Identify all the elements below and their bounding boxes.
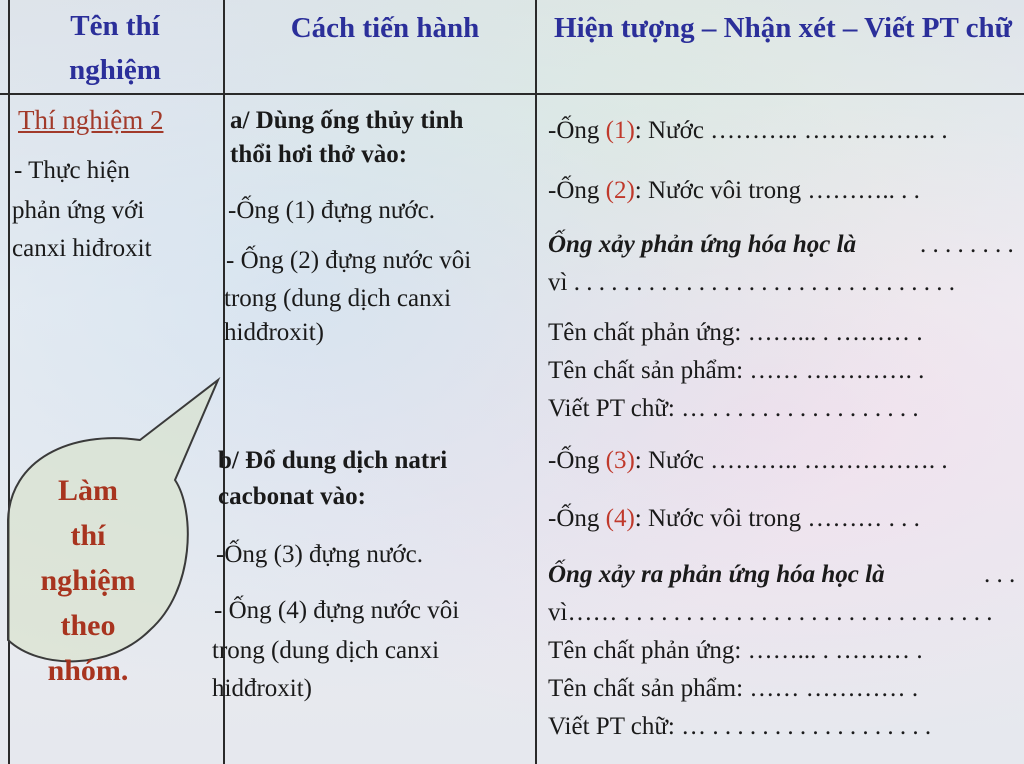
reaction-question-a: Ống xảy phản ứng hóa học là bbox=[548, 231, 857, 258]
part-b-line-3: trong (dung dịch canxi bbox=[212, 637, 440, 664]
equation-line-a: Viết PT chữ: … . . . . . . . . . . . . . . . . . bbox=[548, 395, 919, 422]
header-divider bbox=[0, 93, 1024, 95]
col1-line-2: phản ứng với bbox=[12, 197, 145, 224]
part-a-line-2: - Ống (2) đựng nước vôi bbox=[226, 247, 472, 274]
equation-line-b: Viết PT chữ: … . . . . . . . . . . . . . . . . . . bbox=[548, 713, 932, 740]
products-line-a: Tên chất sản phẩm: …… …………. . bbox=[548, 357, 925, 384]
because-line-a: vì . . . . . . . . . . . . . . . . . . . . . . . . . . . . . . . bbox=[548, 269, 955, 296]
part-a-line-3: trong (dung dịch canxi bbox=[224, 285, 452, 312]
tube-3-observation: -Ống (3): Nước ……….. ……………. . bbox=[548, 447, 948, 474]
because-line-b: vì…… . . . . . . . . . . . . . . . . . . . . . . . . . . . . . . bbox=[548, 599, 993, 626]
bubble-text bbox=[0, 468, 176, 693]
tube-2-observation: -Ống (2): Nước vôi trong ……….. . . bbox=[548, 177, 920, 204]
reaction-dots-a: . . . . . . . . bbox=[920, 231, 1014, 258]
bubble-line-4: theo bbox=[60, 609, 116, 642]
col1-line-3: canxi hiđroxit bbox=[12, 235, 152, 262]
reaction-question-b: Ống xảy ra phản ứng hóa học là bbox=[548, 561, 885, 588]
reaction-dots-b: . . . bbox=[984, 561, 1016, 588]
header-observation: Hiện tượng – Nhận xét – Viết PT chữ bbox=[554, 12, 1012, 44]
bubble-line-1: Làm bbox=[58, 474, 118, 507]
products-line-b: Tên chất sản phẩm: …… ………… . bbox=[548, 675, 919, 702]
part-b-title-1: b/ Đổ dung dịch natri bbox=[218, 447, 448, 474]
part-a-line-4: hidđroxit) bbox=[224, 319, 324, 346]
part-b-line-4: hidđroxit) bbox=[212, 675, 312, 702]
col1-line-1: - Thực hiện bbox=[14, 157, 130, 184]
part-b-title-2: cacbonat vào: bbox=[218, 483, 366, 510]
tube-4-observation: -Ống (4): Nước vôi trong ……… . . . bbox=[548, 505, 920, 532]
reactants-line-a: Tên chất phản ứng: ……... . ……… . bbox=[548, 319, 923, 346]
header-test-name: Tên thí nghiệm bbox=[69, 10, 161, 86]
part-b-line-2: - Ống (4) đựng nước vôi bbox=[214, 597, 460, 624]
part-b-line-1: -Ống (3) đựng nước. bbox=[216, 541, 423, 568]
part-a-title-1: a/ Dùng ống thủy tinh bbox=[230, 107, 464, 134]
tube-1-observation: -Ống (1): Nước ……….. ……………. . bbox=[548, 117, 948, 144]
bubble-line-2: thí bbox=[70, 519, 106, 552]
column-divider-2 bbox=[535, 0, 537, 764]
experiment-title: Thí nghiệm 2 bbox=[18, 105, 164, 135]
part-a-title-2: thổi hơi thở vào: bbox=[230, 141, 408, 168]
reactants-line-b: Tên chất phản ứng: ……... . ……… . bbox=[548, 637, 923, 664]
part-a-line-1: -Ống (1) đựng nước. bbox=[228, 197, 435, 224]
header-procedure: Cách tiến hành bbox=[290, 12, 480, 44]
bubble-line-3: nghiệm bbox=[40, 564, 136, 597]
bubble-line-5: nhóm. bbox=[47, 654, 129, 687]
